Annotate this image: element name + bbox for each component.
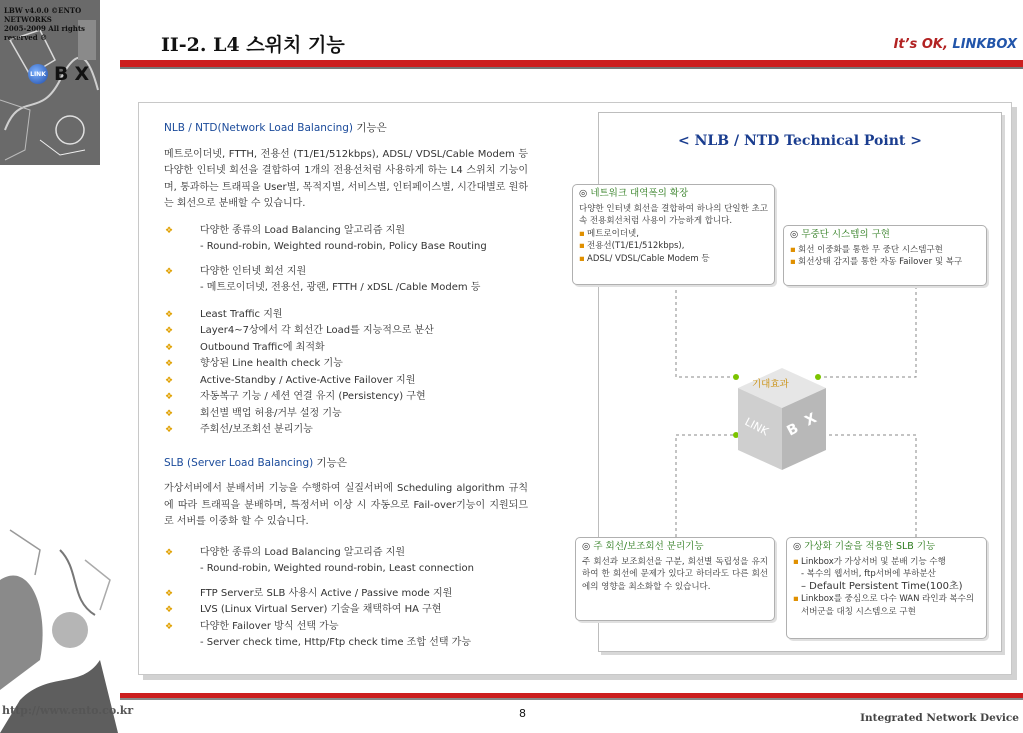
left-decoration xyxy=(0,0,134,733)
virtualization-slb-box xyxy=(786,537,987,639)
slogan-part-2: LINKBOX xyxy=(952,37,1017,52)
list-item: ❖ 회선별 백업 허용/거부 설정 기능 xyxy=(164,406,528,423)
copyright-notice xyxy=(4,6,118,42)
box-title xyxy=(790,229,980,242)
bullseye-icon: ◎ xyxy=(582,541,591,552)
list-item-sub: - 메트로이더넷, 전용선, 광랜, FTTH / xDSL /Cable Modem 등 xyxy=(200,282,481,293)
list-item-sub: - Round-robin, Weighted round-robin, Least connection xyxy=(200,563,474,574)
list-item-sub: - Server check time, Http/Ftp check time 조합 선택 가능 xyxy=(200,637,471,648)
decorative-sketch-bottom xyxy=(0,520,118,733)
connector-line xyxy=(818,286,916,377)
list-item: ❖ 다양한 Failover 방식 선택 가능 xyxy=(164,619,528,636)
globe-icon: LINK xyxy=(28,64,48,84)
list-item: ❖ Layer4~7상에서 각 회선간 Load를 지능적으로 분산 xyxy=(164,323,528,340)
website-url[interactable]: http://www.ento.co.kr xyxy=(2,704,134,717)
copyright-line-2: 2005-2009 All rights reserved ® xyxy=(4,24,85,42)
slogan xyxy=(894,37,1017,52)
cube-text-b: B xyxy=(784,420,802,440)
list-item: ❖ LVS (Linux Virtual Server) 기술을 채택하여 HA 구현 xyxy=(164,602,528,619)
box-list-item: ▪ Linkbox를 중심으로 다수 WAN 라인과 복수의 서버군을 대칭 시스템으로 구현 xyxy=(793,593,980,618)
list-item: ❖ 자동복구 기능 / 세션 연결 유지 (Persistency) 구현 xyxy=(164,389,528,406)
box-title xyxy=(793,541,980,554)
bullseye-icon: ◎ xyxy=(793,541,802,552)
diagram-title: < NLB / NTD Technical Point > xyxy=(678,133,922,149)
list-item: ❖ 주회선/보조회선 분리기능 xyxy=(164,422,528,439)
decorative-art-bottom xyxy=(0,520,118,733)
expected-effect-label: 기대효과 xyxy=(752,379,789,390)
list-item: ❖ Outbound Traffic에 최적화 xyxy=(164,340,528,357)
non-stop-system-box xyxy=(783,225,987,286)
list-item: ❖ 다양한 종류의 Load Balancing 알고리즘 지원 xyxy=(164,545,528,562)
box-text: 다양한 인터넷 회선을 결합하여 하나의 단일한 초고속 전용회선처럼 사용이 가능하게 합니다. xyxy=(579,203,768,226)
logo-letter-x: X xyxy=(74,63,90,85)
box-title-text: 주 회선/보조회선 분리기능 xyxy=(593,541,704,552)
nlb-heading-term: NLB / NTD(Network Load Balancing) xyxy=(164,122,354,134)
box-list-item: ▪ 회선 이중화를 통한 무 중단 시스템구현 xyxy=(790,244,980,257)
box-list-item: ▪ ADSL/ VDSL/Cable Modem 등 xyxy=(579,253,768,266)
bandwidth-expansion-box xyxy=(572,184,775,285)
box-title xyxy=(582,541,768,554)
list-item: ❖ 다양한 종류의 Load Balancing 알고리즘 지원 xyxy=(164,223,528,240)
box-list-sub: – Default Persistent Time(100초) xyxy=(801,580,963,592)
nlb-list-3 xyxy=(164,307,528,439)
list-item-sub: - Round-robin, Weighted round-robin, Policy Base Routing xyxy=(200,241,487,252)
nlb-heading-suffix: 기능은 xyxy=(353,122,387,134)
cube-text-x: X xyxy=(802,410,820,430)
nlb-heading xyxy=(164,120,528,137)
box-title-text: 무중단 시스템의 구현 xyxy=(801,229,890,240)
box-title xyxy=(579,188,768,201)
slogan-part-1: It’s OK, xyxy=(893,37,953,52)
cube-text-link: LINK xyxy=(742,415,771,439)
bullseye-icon: ◎ xyxy=(579,188,588,199)
box-title-text: 가상화 기술을 적용한 SLB 기능 xyxy=(804,541,936,552)
slb-heading-term: SLB (Server Load Balancing) xyxy=(164,456,314,469)
header-divider xyxy=(120,60,1023,67)
box-list-item: ▪ 메트로이더넷, xyxy=(579,228,768,241)
page-title: II-2. L4 스위치 기능 xyxy=(161,34,345,56)
slb-list-2 xyxy=(164,586,528,652)
box-list-sub: - 복수의 웹서버, ftp서버에 부하분산 xyxy=(801,569,936,579)
linkbox-logo xyxy=(28,58,100,90)
nlb-list-1 xyxy=(164,223,528,256)
list-item: ❖ 다양한 인터넷 회선 지원 xyxy=(164,264,528,281)
box-list-item: ▪ Linkbox가 가상서버 및 분배 기능 수행 xyxy=(793,556,980,569)
box-title-text: 네트워크 대역폭의 확장 xyxy=(590,188,689,199)
slb-list-1 xyxy=(164,545,528,578)
list-item: ❖ 향상된 Line health check 기능 xyxy=(164,356,528,373)
footer-caption: Integrated Network Device xyxy=(860,712,1019,724)
connector-line xyxy=(818,435,916,537)
list-item: ❖ FTP Server로 SLB 사용시 Active / Passive mode 지원 xyxy=(164,586,528,603)
box-text: 주 회선과 보조회선을 구분, 회선별 독립성을 유지하여 한 회선에 문제가 있다고 하더라도 다른 회선에의 영향을 최소화할 수 있습니다. xyxy=(582,556,768,592)
description-column xyxy=(164,120,528,652)
line-separation-box xyxy=(575,537,775,621)
nlb-list-2 xyxy=(164,264,528,297)
connector-line xyxy=(676,284,736,377)
header-divider-shadow xyxy=(120,67,1023,69)
connector-line xyxy=(676,435,736,537)
list-item: ❖ Least Traffic 지원 xyxy=(164,307,528,324)
list-item: ❖ Active-Standby / Active-Active Failover 지원 xyxy=(164,373,528,390)
slb-heading xyxy=(164,455,528,472)
box-list-item: ▪ 전용선(T1/E1/512kbps), xyxy=(579,240,768,253)
footer-divider-shadow xyxy=(120,698,1023,700)
logo-letter-b: B xyxy=(54,63,69,85)
bullseye-icon: ◎ xyxy=(790,229,799,240)
slb-paragraph: 가상서버에서 분배서버 기능을 수행하여 실질서버에 Scheduling algorithm 규칙에 따라 트래픽을 분배하며, 특정서버 이상 시 자동으로 Fail-over기능이 지원되므로 서버를 이중화 할 수 있습니다. xyxy=(164,483,528,527)
nlb-paragraph: 메트로이더넷, FTTH, 전용선 (T1/E1/512kbps), ADSL/ VDSL/Cable Modem 등 다양한 인터넷 회선을 결합하여 1개의 전용선처럼 사용하게 하는 L4 스위치 기능이며, 통과하는 트래픽을 User별, 목적지별, 서비스별, 인터페이스별, 시간대별로 원하는 회선으로 분배할 수 있습니다. xyxy=(164,148,528,209)
slb-heading-suffix: 기능은 xyxy=(313,456,347,469)
page-number: 8 xyxy=(519,707,526,720)
box-list-item: ▪ 회선상태 감지를 통한 자동 Failover 및 복구 xyxy=(790,256,980,269)
copyright-line-1: LBW v4.0.0 ©ENTO NETWORKS xyxy=(4,6,82,24)
